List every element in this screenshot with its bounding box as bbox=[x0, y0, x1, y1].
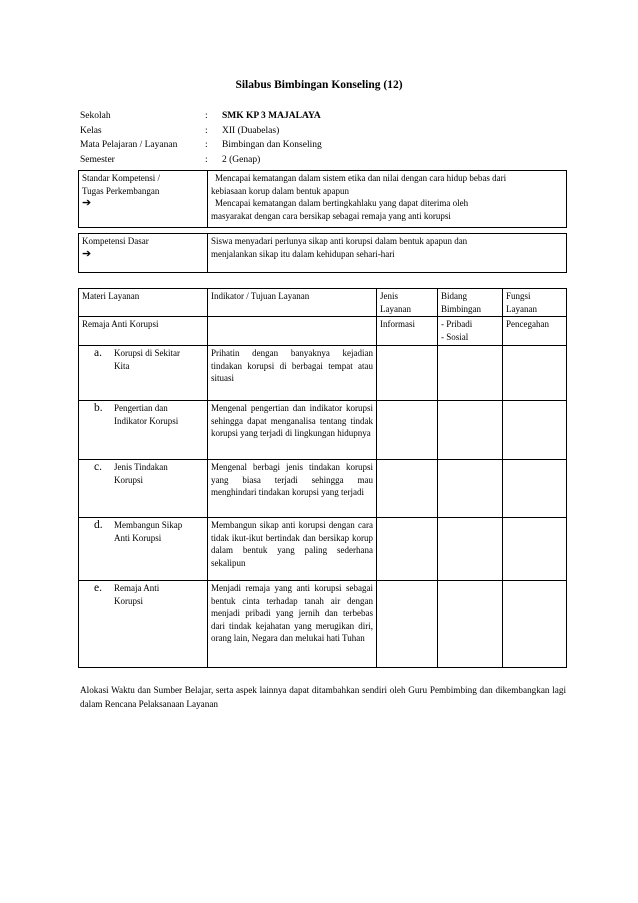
info-separator: : bbox=[205, 111, 208, 121]
info-separator: : bbox=[205, 154, 208, 165]
header-indikator: Indikator / Tujuan Layanan bbox=[208, 289, 377, 317]
footer-note: Alokasi Waktu dan Sumber Belajar, serta aspek lainnya dapat ditambahkan sendiri oleh Guru Pembimbing dan dikembangkan lagi dalam Rencana Pelaksanaan Layanan bbox=[80, 685, 566, 709]
document-title: Silabus Bimbingan Konseling (12) bbox=[235, 79, 403, 91]
info-value: SMK KP 3 MAJALAYA bbox=[222, 111, 321, 121]
header-materi: Materi Layanan bbox=[79, 289, 208, 317]
item-materi: Indikator Korupsi bbox=[114, 415, 179, 426]
info-row-semester bbox=[80, 153, 322, 168]
item-materi: Jenis Tindakan bbox=[114, 462, 168, 472]
standar-text: masyarakat dengan cara bersikap sebagai remaja yang anti korupsi bbox=[211, 210, 451, 221]
item-materi: Korupsi bbox=[114, 595, 143, 606]
standar-text: Mencapai kematangan dalam sistem etika dan nilai dengan cara hidup bebas dari bbox=[215, 173, 507, 183]
arrow-right-icon: ➔ bbox=[82, 197, 92, 209]
empty-cell bbox=[377, 581, 438, 668]
item-letter: d. bbox=[94, 519, 103, 531]
standar-label: Standar Kompetensi / bbox=[82, 173, 160, 183]
dasar-text-cell bbox=[208, 234, 567, 273]
materi-cell bbox=[79, 518, 208, 581]
info-value: 2 (Genap) bbox=[222, 154, 261, 165]
indikator-cell: Mengenal pengertian dan indikator korupsi sehingga dapat menganalisa tentang tindak korupsi yang terjadi di lingkungan hidupnya bbox=[208, 401, 377, 460]
topic-bidang bbox=[438, 317, 503, 346]
topic-bidang-l2: - Sosial bbox=[441, 331, 469, 342]
indikator-cell: Prihatin dengan banyaknya kejadian tindakan korupsi di berbagai tempat atau situasi bbox=[208, 346, 377, 401]
item-materi: Kita bbox=[114, 360, 130, 371]
standar-text-cell bbox=[208, 171, 567, 228]
info-label: Kelas bbox=[80, 125, 102, 136]
materi-cell bbox=[79, 460, 208, 518]
header-fungsi-l2: Layanan bbox=[506, 303, 537, 314]
materi-cell bbox=[79, 346, 208, 401]
header-bidang bbox=[438, 289, 503, 317]
dasar-label: Kompetensi Dasar bbox=[82, 236, 149, 246]
empty-cell bbox=[438, 460, 503, 518]
item-materi: Remaja Anti bbox=[114, 583, 160, 593]
info-label: Sekolah bbox=[80, 111, 111, 121]
table-header-row bbox=[79, 289, 567, 317]
info-row-sekolah bbox=[80, 109, 322, 124]
standar-text: Mencapai kematangan dalam bertingkahlaku yang dapat diterima oleh bbox=[215, 198, 469, 208]
info-block bbox=[80, 109, 322, 167]
empty-cell bbox=[377, 346, 438, 401]
materi-cell bbox=[79, 581, 208, 668]
topic-fungsi: Pencegahan bbox=[503, 317, 567, 346]
header-bidang-l1: Bidang bbox=[441, 291, 467, 301]
empty-cell bbox=[503, 460, 567, 518]
materi-cell bbox=[79, 401, 208, 460]
materi-layanan-table bbox=[78, 288, 567, 668]
dasar-text: Siswa menyadari perlunya sikap anti korupsi dalam bentuk apapun dan bbox=[211, 236, 468, 246]
topic-indikator bbox=[208, 317, 377, 346]
table-row bbox=[79, 460, 567, 518]
item-letter: a. bbox=[94, 347, 102, 359]
empty-cell bbox=[438, 401, 503, 460]
header-jenis bbox=[377, 289, 438, 317]
standar-label: Tugas Perkembangan bbox=[82, 185, 160, 196]
item-letter: b. bbox=[94, 402, 103, 414]
empty-cell bbox=[438, 581, 503, 668]
empty-cell bbox=[503, 346, 567, 401]
item-materi: Anti Korupsi bbox=[114, 532, 162, 543]
item-materi: Pengertian dan bbox=[114, 403, 168, 413]
topic-row bbox=[79, 317, 567, 346]
info-value: Bimbingan dan Konseling bbox=[222, 140, 322, 151]
empty-cell bbox=[438, 346, 503, 401]
dasar-text: menjalankan sikap itu dalam kehidupan sehari-hari bbox=[211, 248, 395, 259]
table-row bbox=[79, 346, 567, 401]
empty-cell bbox=[438, 518, 503, 581]
kompetensi-dasar-table bbox=[78, 233, 567, 273]
info-value: XII (Duabelas) bbox=[222, 125, 280, 136]
info-separator: : bbox=[205, 140, 208, 151]
table-row bbox=[79, 581, 567, 668]
topic-jenis: Informasi bbox=[377, 317, 438, 346]
info-label: Semester bbox=[80, 154, 115, 165]
item-materi: Membangun Sikap bbox=[114, 520, 183, 530]
header-fungsi-l1: Fungsi bbox=[506, 291, 531, 301]
empty-cell bbox=[377, 518, 438, 581]
empty-cell bbox=[377, 401, 438, 460]
table-row bbox=[79, 401, 567, 460]
standar-kompetensi-table bbox=[78, 170, 567, 228]
arrow-right-icon: ➔ bbox=[82, 247, 92, 260]
header-jenis-l1: Jenis bbox=[380, 291, 398, 301]
standar-label-cell bbox=[79, 171, 208, 228]
header-jenis-l2: Layanan bbox=[380, 303, 411, 314]
empty-cell bbox=[503, 518, 567, 581]
indikator-cell: Mengenal berbagi jenis tindakan korupsi yang biasa terjadi sehingga mau menghindari tindakan korupsi yang terjadi bbox=[208, 460, 377, 518]
standar-text: kebiasaan korup dalam bentuk apapun bbox=[211, 185, 349, 196]
item-letter: c. bbox=[94, 461, 102, 473]
topic-materi: Remaja Anti Korupsi bbox=[79, 317, 208, 346]
header-bidang-l2: Bimbingan bbox=[441, 303, 481, 314]
topic-bidang-l1: - Pribadi bbox=[441, 319, 473, 329]
info-row-kelas bbox=[80, 124, 322, 139]
empty-cell bbox=[503, 581, 567, 668]
empty-cell bbox=[503, 401, 567, 460]
table-row bbox=[79, 518, 567, 581]
info-row-mapel bbox=[80, 138, 322, 153]
info-separator: : bbox=[205, 125, 208, 136]
header-fungsi bbox=[503, 289, 567, 317]
item-materi: Korupsi bbox=[114, 474, 143, 485]
item-materi: Korupsi di Sekitar bbox=[114, 348, 180, 358]
item-letter: e. bbox=[94, 582, 102, 594]
indikator-cell: Membangun sikap anti korupsi dengan cara tidak ikut-ikut bertindak dan bersikap korup dalam bentuk yang paling sederhana sekalipun bbox=[208, 518, 377, 581]
indikator-cell: Menjadi remaja yang anti korupsi sebagai bentuk cinta terhadap tanah air dengan menjadi pribadi yang jernih dan terbebas dari tindak kejahatan yang merugikan diri, orang lain, Negara dan melukai hati Tuhan bbox=[208, 581, 377, 668]
dasar-label-cell bbox=[79, 234, 208, 273]
info-label: Mata Pelajaran / Layanan bbox=[80, 140, 178, 151]
empty-cell bbox=[377, 460, 438, 518]
